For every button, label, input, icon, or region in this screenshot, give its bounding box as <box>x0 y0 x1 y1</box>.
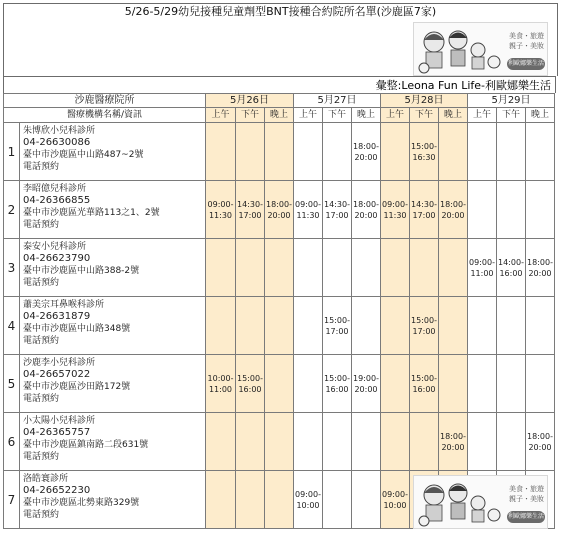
period-header: 下午 <box>497 108 526 123</box>
logo-badge: 利歐娜樂生活 <box>507 511 545 523</box>
clinic-phone: 04-26623790 <box>23 253 91 264</box>
period-header: 上午 <box>468 108 497 123</box>
brand-logo <box>413 475 548 529</box>
time-slot <box>526 181 555 239</box>
time-slot <box>236 123 265 181</box>
time-slot <box>526 297 555 355</box>
clinic-phone: 04-26365757 <box>23 427 91 438</box>
clinic-address: 臺中市沙鹿區光華路113之1、2號 <box>23 208 160 218</box>
clinic-phone: 04-26652230 <box>23 485 91 496</box>
booking-note: 電話預約 <box>23 278 60 288</box>
clinic-name: 李昭億兒科診所 <box>23 184 87 194</box>
district-label: 沙鹿醫療院所 <box>4 94 206 108</box>
clinic-info <box>20 239 206 297</box>
time-slot <box>526 355 555 413</box>
clinic-address: 臺中市沙鹿區沙田路172號 <box>23 382 131 392</box>
period-header: 上午 <box>381 108 410 123</box>
time-slot <box>236 471 265 529</box>
period-header: 晚上 <box>265 108 294 123</box>
time-slot <box>468 181 497 239</box>
time-slot <box>294 297 323 355</box>
time-slot <box>206 239 236 297</box>
row-number: 5 <box>4 355 20 413</box>
clinic-info <box>20 471 206 529</box>
time-slot: 15:00- 16:00 <box>410 355 439 413</box>
clinic-phone: 04-26657022 <box>23 369 91 380</box>
clinic-info <box>20 355 206 413</box>
clinic-row <box>4 413 555 471</box>
time-slot <box>294 355 323 413</box>
clinic-address: 臺中市沙鹿區北勢東路329號 <box>23 498 140 508</box>
time-slot: 15:00- 16:30 <box>410 123 439 181</box>
clinic-address: 臺中市沙鹿區中山路348號 <box>23 324 131 334</box>
clinic-rows <box>4 123 555 529</box>
clinic-address: 臺中市沙鹿區中山路487~2號 <box>23 150 144 160</box>
clinic-name: 沙鹿李小兒科診所 <box>23 358 96 368</box>
time-slot: 09:00- 10:00 <box>294 471 323 529</box>
time-slot <box>265 297 294 355</box>
time-slot: 10:00- 11:00 <box>206 355 236 413</box>
cartoon-family-icon <box>418 26 504 74</box>
period-header: 晚上 <box>439 108 468 123</box>
time-slot <box>206 297 236 355</box>
period-header: 下午 <box>410 108 439 123</box>
time-slot <box>439 239 468 297</box>
day-header: 5月26日 <box>206 94 294 108</box>
time-slot: 09:00- 11:30 <box>206 181 236 239</box>
clinic-name: 泰安小兒科診所 <box>23 242 87 252</box>
clinic-name: 小太陽小兒科診所 <box>23 416 96 426</box>
time-slot: 14:30- 17:00 <box>323 181 352 239</box>
time-slot: 18:00- 20:00 <box>352 123 381 181</box>
time-slot: 09:00- 10:00 <box>381 471 410 529</box>
time-slot <box>352 413 381 471</box>
time-slot <box>206 413 236 471</box>
time-slot: 15:00- 16:00 <box>323 355 352 413</box>
logo-tag-1: 美食・旅遊 <box>509 485 544 493</box>
credit-line: 彙整:Leona Fun Life-利歐娜樂生活 <box>3 76 556 93</box>
period-header: 晚上 <box>352 108 381 123</box>
time-slot <box>265 413 294 471</box>
clinic-row <box>4 181 555 239</box>
clinic-info <box>20 123 206 181</box>
period-header: 晚上 <box>526 108 555 123</box>
time-slot <box>439 297 468 355</box>
logo-tag-1: 美食・旅遊 <box>509 32 544 40</box>
time-slot <box>352 239 381 297</box>
period-header-row <box>4 108 555 123</box>
time-slot <box>323 471 352 529</box>
time-slot: 18:00- 20:00 <box>265 181 294 239</box>
clinic-name: 蕭美宗耳鼻喉科診所 <box>23 300 105 310</box>
time-slot <box>381 297 410 355</box>
booking-note: 電話預約 <box>23 162 60 172</box>
clinic-info <box>20 181 206 239</box>
time-slot: 15:00- 16:00 <box>236 355 265 413</box>
time-slot <box>352 297 381 355</box>
logo-tag-2: 親子・美妝 <box>509 495 544 503</box>
time-slot <box>381 239 410 297</box>
period-header: 上午 <box>206 108 236 123</box>
time-slot <box>497 413 526 471</box>
time-slot: 15:00- 17:00 <box>323 297 352 355</box>
row-number: 6 <box>4 413 20 471</box>
time-slot <box>468 123 497 181</box>
time-slot <box>439 355 468 413</box>
time-slot: 14:00- 16:00 <box>497 239 526 297</box>
logo-tag-2: 親子・美妝 <box>509 42 544 50</box>
time-slot <box>468 297 497 355</box>
time-slot: 15:00- 17:00 <box>410 297 439 355</box>
time-slot: 18:00- 20:00 <box>526 239 555 297</box>
time-slot: 14:30- 17:00 <box>410 181 439 239</box>
time-slot <box>497 123 526 181</box>
time-slot <box>323 413 352 471</box>
clinic-phone: 04-26631879 <box>23 311 91 322</box>
clinic-phone: 04-26630086 <box>23 137 91 148</box>
logo-tags <box>509 484 544 504</box>
row-number: 3 <box>4 239 20 297</box>
time-slot <box>265 355 294 413</box>
time-slot <box>497 297 526 355</box>
time-slot <box>468 355 497 413</box>
clinic-info <box>20 297 206 355</box>
clinic-info <box>20 413 206 471</box>
time-slot: 09:00- 11:30 <box>381 181 410 239</box>
booking-note: 電話預約 <box>23 510 60 520</box>
time-slot: 09:00- 11:30 <box>294 181 323 239</box>
day-header: 5月27日 <box>294 94 381 108</box>
time-slot: 18:00- 20:00 <box>439 413 468 471</box>
time-slot: 09:00- 11:00 <box>468 239 497 297</box>
clinic-name: 朱博欣小兒科診所 <box>23 126 96 136</box>
time-slot <box>236 239 265 297</box>
day-header: 5月28日 <box>381 94 468 108</box>
booking-note: 電話預約 <box>23 220 60 230</box>
period-header: 下午 <box>236 108 265 123</box>
time-slot: 18:00- 20:00 <box>526 413 555 471</box>
clinic-row <box>4 297 555 355</box>
org-column-header: 醫療機構名稱/資訊 <box>4 108 206 123</box>
time-slot <box>381 355 410 413</box>
time-slot <box>206 471 236 529</box>
time-slot <box>468 413 497 471</box>
time-slot: 18:00- 20:00 <box>439 181 468 239</box>
time-slot <box>439 123 468 181</box>
clinic-row <box>4 355 555 413</box>
row-number: 1 <box>4 123 20 181</box>
time-slot <box>323 239 352 297</box>
row-number: 4 <box>4 297 20 355</box>
clinic-address: 臺中市沙鹿區鎮南路二段631號 <box>23 440 149 450</box>
time-slot <box>352 471 381 529</box>
clinic-schedule-table <box>3 93 555 529</box>
cartoon-family-icon <box>418 479 504 527</box>
time-slot <box>381 413 410 471</box>
clinic-name: 洛皓寰診所 <box>23 474 69 484</box>
time-slot <box>410 239 439 297</box>
booking-note: 電話預約 <box>23 394 60 404</box>
period-header: 上午 <box>294 108 323 123</box>
day-header-row <box>4 94 555 108</box>
time-slot <box>410 413 439 471</box>
time-slot <box>497 181 526 239</box>
row-number: 7 <box>4 471 20 529</box>
time-slot: 18:00- 20:00 <box>352 181 381 239</box>
time-slot <box>294 123 323 181</box>
logo-tags <box>509 31 544 51</box>
time-slot <box>294 239 323 297</box>
brand-logo <box>413 22 548 76</box>
booking-note: 電話預約 <box>23 452 60 462</box>
time-slot <box>265 123 294 181</box>
time-slot <box>236 413 265 471</box>
logo-badge: 利歐娜樂生活 <box>507 58 545 70</box>
time-slot <box>265 471 294 529</box>
clinic-address: 臺中市沙鹿區中山路388-2號 <box>23 266 140 276</box>
time-slot <box>294 413 323 471</box>
time-slot <box>236 297 265 355</box>
time-slot <box>497 355 526 413</box>
row-number: 2 <box>4 181 20 239</box>
time-slot <box>265 239 294 297</box>
day-header: 5月29日 <box>468 94 555 108</box>
clinic-row <box>4 123 555 181</box>
time-slot: 19:00- 20:00 <box>352 355 381 413</box>
booking-note: 電話預約 <box>23 336 60 346</box>
period-header: 下午 <box>323 108 352 123</box>
sheet-title: 5/26-5/29幼兒接種兒童劑型BNT接種合約院所名單(沙鹿區7家) <box>3 3 558 20</box>
time-slot <box>206 123 236 181</box>
clinic-phone: 04-26366855 <box>23 195 91 206</box>
clinic-row <box>4 239 555 297</box>
time-slot <box>323 123 352 181</box>
time-slot: 14:30- 17:00 <box>236 181 265 239</box>
time-slot <box>381 123 410 181</box>
time-slot <box>526 123 555 181</box>
